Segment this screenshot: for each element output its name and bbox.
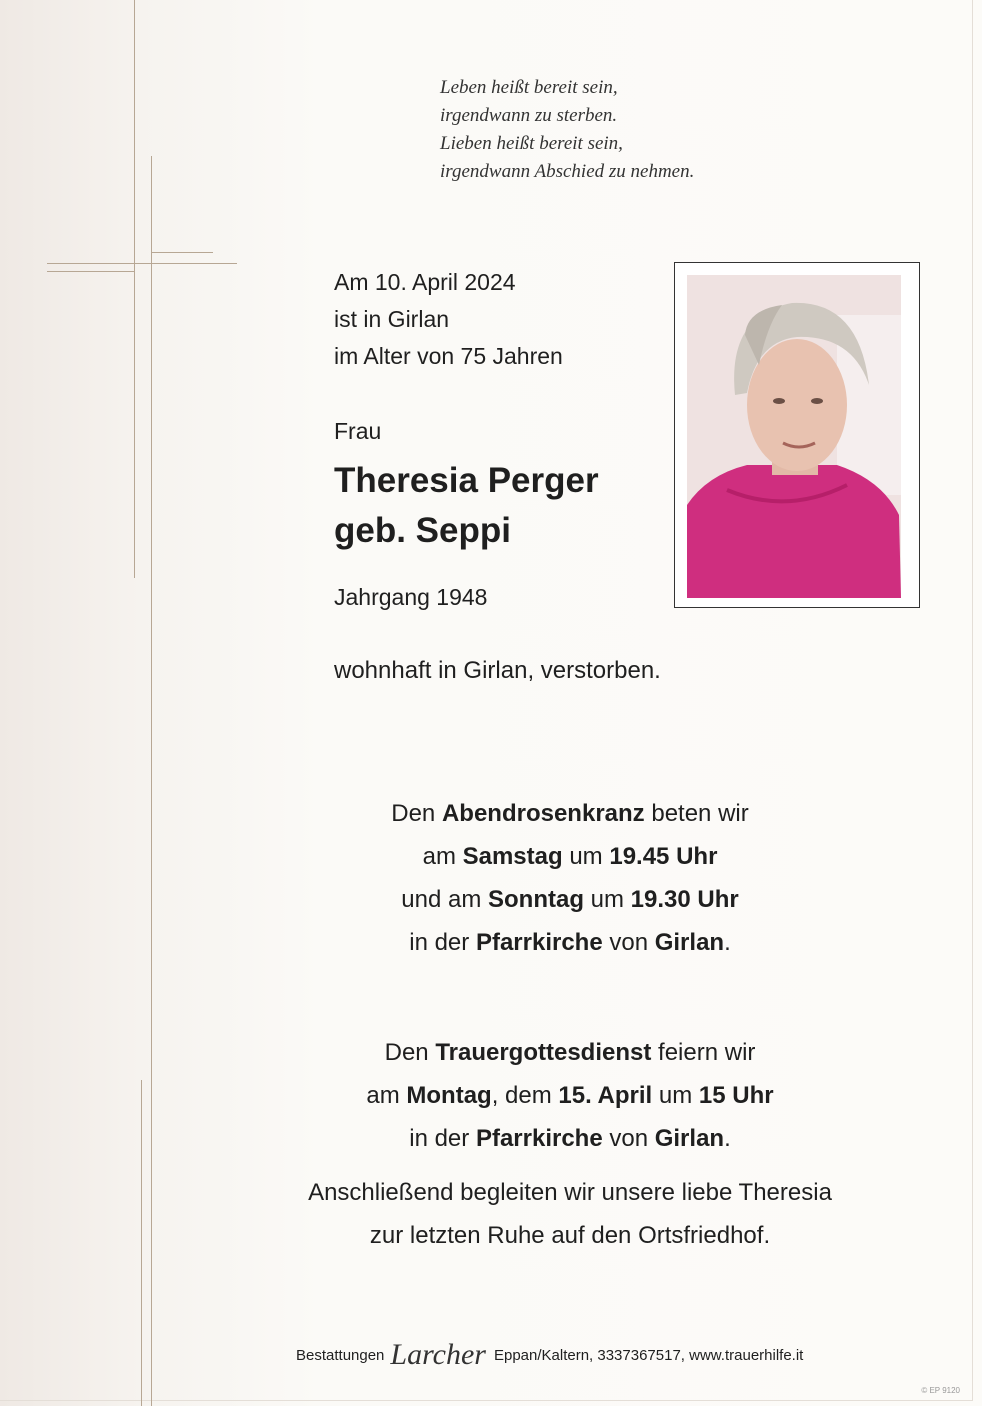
text: um	[583, 886, 631, 913]
portrait-frame	[674, 262, 920, 608]
text: feiern wir	[651, 1039, 756, 1066]
cross-vertical-line-3	[141, 1080, 142, 1406]
text: und am	[401, 886, 488, 913]
burial-line-1: Anschließend begleiten wir unsere liebe Theresia	[308, 1179, 832, 1206]
portrait-illustration	[687, 275, 901, 598]
rosary-time-2: 19.30 Uhr	[630, 886, 739, 913]
rosary-day-2: Sonntag	[487, 886, 584, 913]
cross-horizontal-line-3	[151, 252, 213, 253]
text: um	[652, 1082, 699, 1109]
rosary-town: Girlan	[654, 929, 725, 956]
text: in der	[409, 1125, 476, 1152]
portrait-photo	[687, 275, 901, 598]
mass-line-3	[240, 1117, 900, 1160]
quote	[440, 74, 820, 186]
rosary-line-4	[240, 921, 900, 964]
text: am	[366, 1082, 407, 1109]
mass-time: 15 Uhr	[698, 1082, 774, 1109]
funeral-home-logo: Larcher	[390, 1338, 486, 1371]
death-place: ist in Girlan	[334, 306, 450, 332]
cross-horizontal-line-1	[47, 263, 237, 264]
mass-line-2	[240, 1074, 900, 1117]
mass-day: Montag	[406, 1082, 492, 1109]
footer	[296, 1338, 803, 1372]
text: um	[562, 843, 610, 870]
text: von	[602, 1125, 655, 1152]
text: von	[602, 929, 655, 956]
quote-line: irgendwann zu sterben.	[440, 105, 618, 126]
mass-line-1	[240, 1031, 900, 1074]
residence: wohnhaft in Girlan, verstorben.	[334, 657, 661, 684]
mass-town: Girlan	[654, 1125, 725, 1152]
rosary-day-1: Samstag	[462, 843, 563, 870]
text: am	[422, 843, 463, 870]
rosary-label: Abendrosenkranz	[441, 800, 645, 827]
text: beten wir	[644, 800, 749, 827]
footer-contact: Eppan/Kaltern, 3337367517, www.trauerhilfe.it	[493, 1346, 804, 1364]
text: .	[724, 1125, 731, 1152]
print-code: © EP 9120	[921, 1386, 960, 1395]
birth-year: Jahrgang 1948	[334, 584, 488, 610]
name-line-1: Theresia Perger	[334, 461, 599, 500]
quote-line: irgendwann Abschied zu nehmen.	[440, 161, 695, 182]
text: Den	[391, 800, 442, 827]
cross-horizontal-line-2	[47, 271, 135, 272]
text: .	[724, 929, 731, 956]
mass-block	[240, 1031, 900, 1257]
rosary-block	[240, 792, 900, 964]
name-line-2: geb. Seppi	[334, 511, 511, 550]
rosary-line-3	[240, 878, 900, 921]
text: Den	[384, 1039, 436, 1066]
death-announcement	[334, 264, 563, 375]
deceased-name	[334, 456, 599, 556]
burial-line-2: zur letzten Ruhe auf den Ortsfriedhof.	[369, 1222, 771, 1249]
quote-line: Lieben heißt bereit sein,	[440, 133, 623, 154]
cross-vertical-line-1	[134, 0, 135, 578]
mass-date: 15. April	[558, 1082, 653, 1109]
rosary-line-1	[240, 792, 900, 835]
text: in der	[409, 929, 476, 956]
cross-vertical-line-2	[151, 156, 152, 1406]
mass-church: Pfarrkirche	[475, 1125, 603, 1152]
rosary-time-1: 19.45 Uhr	[609, 843, 718, 870]
mass-label: Trauergottesdienst	[435, 1039, 652, 1066]
text: , dem	[491, 1082, 559, 1109]
salutation: Frau	[334, 418, 382, 444]
footer-prefix: Bestattungen	[296, 1346, 385, 1364]
rosary-church: Pfarrkirche	[475, 929, 603, 956]
death-date: Am 10. April 2024	[334, 269, 516, 295]
age: im Alter von 75 Jahren	[334, 343, 563, 369]
rosary-line-2	[240, 835, 900, 878]
quote-line: Leben heißt bereit sein,	[440, 77, 618, 98]
